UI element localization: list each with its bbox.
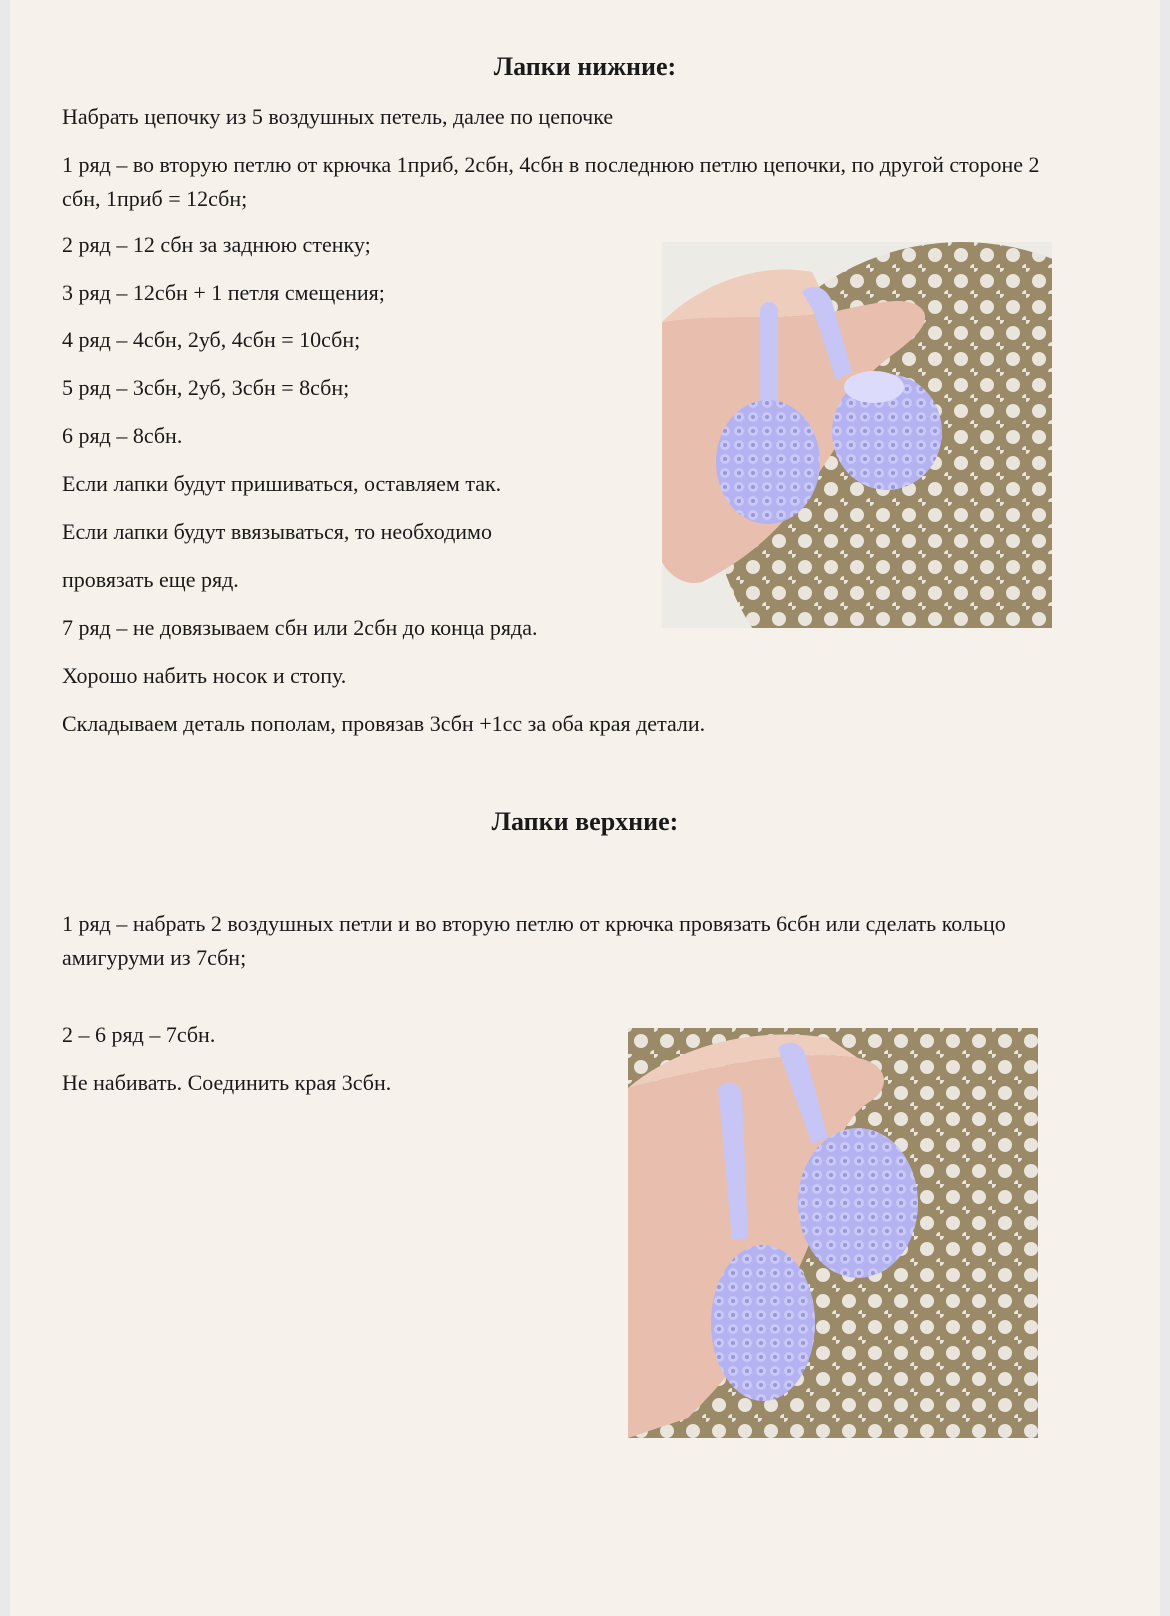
text-line: Набрать цепочку из 5 воздушных петель, далее по цепочке [62,104,614,129]
text-line: Не набивать. Соединить края 3сбн. [62,1070,392,1095]
photo-upper-paws [628,1028,1038,1438]
text-line: Складываем деталь пополам, провязав 3сбн +1сс за оба края детали. [62,711,706,736]
text-line: 2 ряд – 12 сбн за заднюю стенку; [62,232,371,257]
text-line: 3 ряд – 12сбн + 1 петля смещения; [62,280,385,305]
text-line: Хорошо набить носок и стопу. [62,663,347,688]
text-line: 5 ряд – 3сбн, 2уб, 3сбн = 8сбн; [62,375,350,400]
text-line: 1 ряд – во вторую петлю от крючка 1приб, 2сбн, 4сбн в последнюю петлю цепочки, по другой стороне 2 сбн, 1приб = 12сбн; [62,152,1040,211]
text-line: Если лапки будут пришиваться, оставляем так. [62,471,502,496]
text-line: 6 ряд – 8сбн. [62,423,183,448]
heading-lower-paws: Лапки нижние: [493,52,677,81]
document-page [10,0,1160,1616]
heading-upper-paws: Лапки верхние: [491,807,679,836]
text-line: 1 ряд – набрать 2 воздушных петли и во вторую петлю от крючка провязать 6сбн или сделать кольцо амигуруми из 7сбн; [62,911,1006,970]
photo-lower-paws [662,242,1052,628]
text-line: 4 ряд – 4сбн, 2уб, 4сбн = 10сбн; [62,327,361,352]
text-line: провязать еще ряд. [62,567,239,592]
text-line: Если лапки будут ввязываться, то необходимо [62,519,492,544]
text-line: 7 ряд – не довязываем сбн или 2сбн до конца ряда. [62,615,538,640]
text-line: 2 – 6 ряд – 7сбн. [62,1022,216,1047]
